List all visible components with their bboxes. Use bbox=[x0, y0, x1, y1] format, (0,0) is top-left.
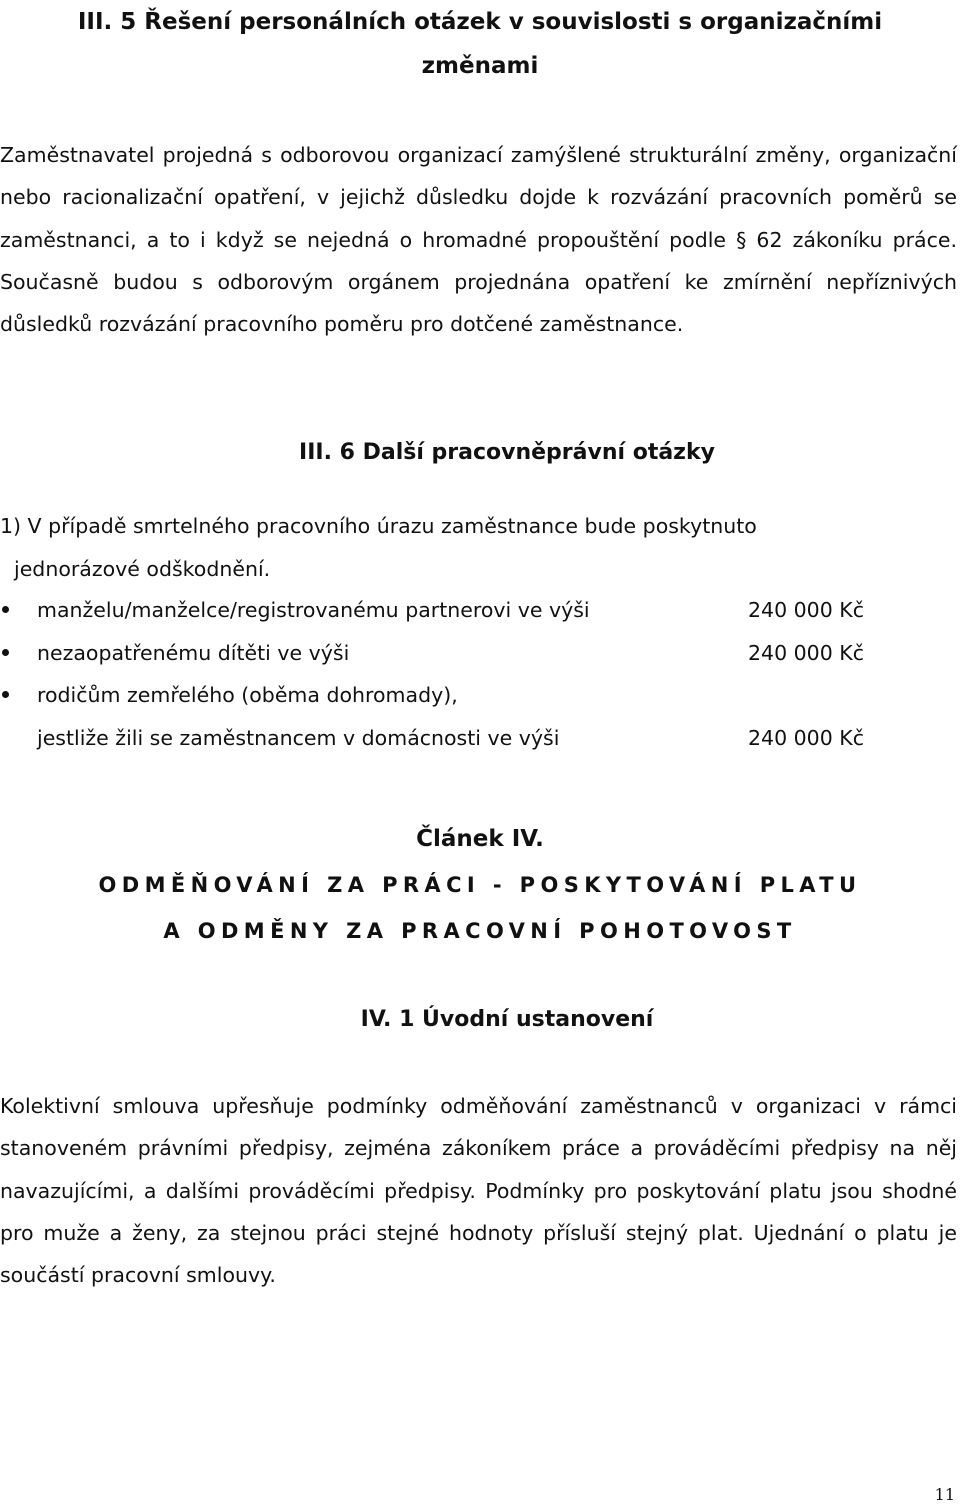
compensation-list bbox=[0, 589, 960, 759]
recipient-text: rodičům zemřelého (oběma dohromady), bbox=[37, 683, 458, 707]
bullet-icon bbox=[2, 649, 9, 656]
bullet-icon bbox=[2, 691, 9, 698]
list-item bbox=[0, 589, 960, 632]
article-heading: Článek IV. bbox=[416, 826, 544, 852]
compensation-amount: 240 000 Kč bbox=[748, 725, 865, 750]
list-item bbox=[0, 632, 960, 675]
recipient-text: nezaopatřenému dítěti ve výši bbox=[37, 640, 350, 665]
article-title-line-1: ODMĚŇOVÁNÍ ZA PRÁCI - POSKYTOVÁNÍ PLATU bbox=[98, 873, 862, 897]
section-heading-iii5 bbox=[0, 0, 960, 88]
article-title-line-2: A ODMĚNY ZA PRACOVNÍ POHOTOVOST bbox=[163, 919, 797, 943]
bullet-icon bbox=[2, 606, 9, 613]
list-item bbox=[0, 674, 960, 759]
recipient-text-continued: jestliže žili se zaměstnancem v domácnosti ve výši bbox=[37, 725, 560, 750]
paragraph-personnel-changes: Zaměstnavatel projedná s odborovou organizací zamýšlené strukturální změny, organizační nebo racionalizační opatření, v jejichž důsledku dojde k rozvázání pracovních poměrů se zaměstnanci, a to i když se nejedná o hromadné propouštění podle § 62 zákoníku práce. Současně budou s odborovým orgánem projednána opatření ke zmírnění nepříznivých důsledků rozvázání pracovního poměru pro dotčené zaměstnance. bbox=[0, 143, 957, 337]
recipient-text: manželu/manželce/registrovanému partnerovi ve výši bbox=[37, 598, 590, 622]
compensation-amount: 240 000 Kč bbox=[748, 640, 865, 665]
heading-line-1: III. 5 Řešení personálních otázek v souvislosti s organizačními bbox=[77, 9, 883, 35]
section-heading-iii6: III. 6 Další pracovněprávní otázky bbox=[299, 440, 715, 465]
accident-line-1: 1) V případě smrtelného pracovního úrazu zaměstnance bude poskytnuto bbox=[0, 514, 757, 538]
accident-line-2: jednorázové odškodnění. bbox=[14, 556, 271, 581]
paragraph-fatal-accident bbox=[0, 505, 957, 590]
section-heading-iv1: IV. 1 Úvodní ustanovení bbox=[360, 1007, 654, 1032]
compensation-amount: 240 000 Kč bbox=[748, 598, 865, 622]
page-number: 11 bbox=[934, 1485, 955, 1504]
heading-line-2: změnami bbox=[421, 53, 539, 79]
paragraph-introductory-provisions: Kolektivní smlouva upřesňuje podmínky odměňování zaměstnanců v organizaci v rámci stanoveném právními předpisy, zejména zákoníkem práce a prováděcími předpisy na něj navazujícími, a dalšími prováděcími předpisy. Podmínky pro poskytování platu jsou shodné pro muže a ženy, za stejnou práci stejné hodnoty přísluší stejný plat. Ujednání o platu je součástí pracovní smlouvy. bbox=[0, 1094, 957, 1288]
